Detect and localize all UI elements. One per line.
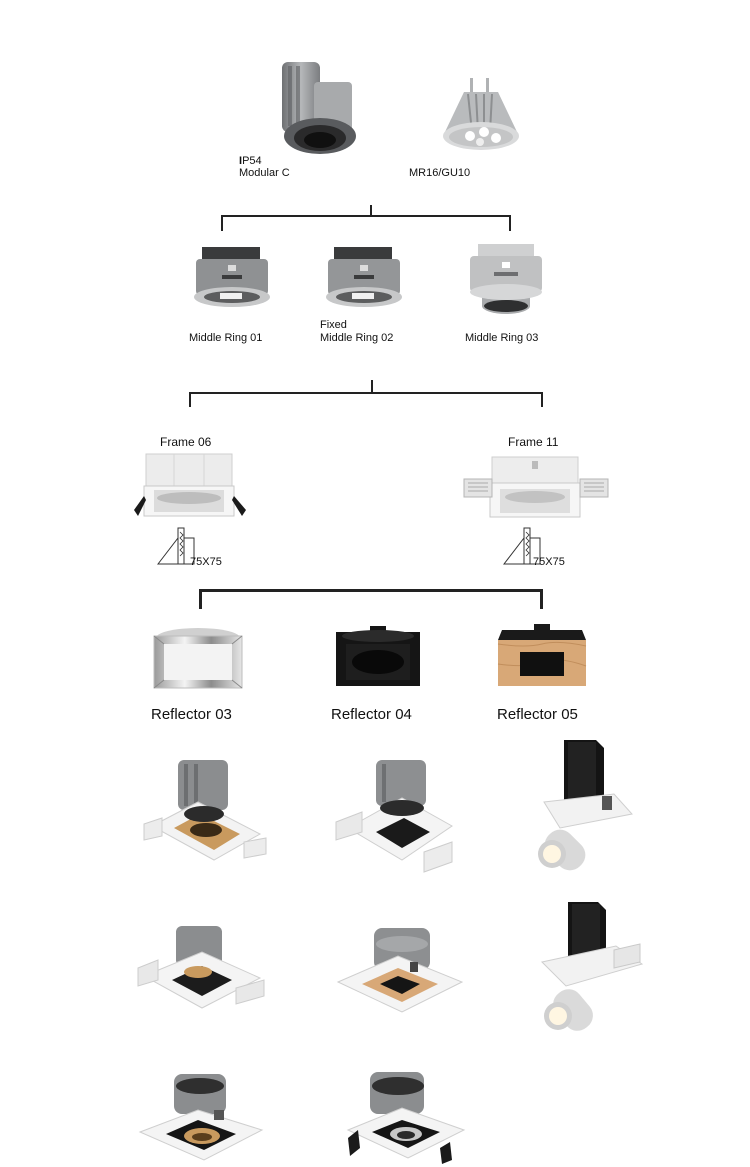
frame-11-title: Frame 11 — [508, 435, 559, 449]
mr16-bulb-image — [440, 76, 522, 156]
middle-ring-02-label-line1: Fixed — [320, 319, 347, 331]
frame-06-title: Frame 06 — [160, 435, 212, 449]
reflector-05-image — [496, 624, 588, 688]
mr16-label: MR16/GU10 — [409, 167, 471, 179]
middle-ring-02-label-line2: Middle Ring 02 — [320, 332, 394, 344]
ip54-module-image — [270, 58, 362, 162]
reflector-05-label: Reflector 05 — [497, 706, 578, 723]
frame-11-cutout: 75X75 — [533, 556, 565, 568]
middle-ring-03-image — [464, 240, 548, 316]
frame-06-image — [130, 450, 250, 522]
assembly-gold-round — [136, 1070, 266, 1162]
ip54-label: IP54 — [239, 155, 262, 167]
assembly-wood-reflector — [334, 924, 466, 1018]
assembly-spot-adjustable — [530, 736, 638, 876]
middle-ring-02-image — [322, 243, 406, 311]
assembly-spot-adjustable-2 — [534, 898, 644, 1038]
middle-ring-03-label: Middle Ring 03 — [465, 332, 539, 344]
reflector-04-image — [332, 626, 424, 688]
frame-11-image — [462, 453, 610, 523]
reflector-04-label: Reflector 04 — [331, 706, 412, 723]
ip54-sub-label: Modular C — [239, 167, 290, 179]
assembly-gold-reflector — [140, 756, 268, 866]
middle-ring-01-label: Middle Ring 01 — [189, 332, 263, 344]
frame-06-cutout: 75X75 — [190, 556, 222, 568]
middle-ring-01-image — [190, 243, 274, 311]
assembly-black-reflector — [332, 756, 462, 876]
assembly-dark-reflector — [136, 922, 266, 1014]
reflector-03-label: Reflector 03 — [151, 706, 232, 723]
reflector-03-image — [150, 624, 246, 690]
assembly-silver-round — [344, 1068, 468, 1164]
